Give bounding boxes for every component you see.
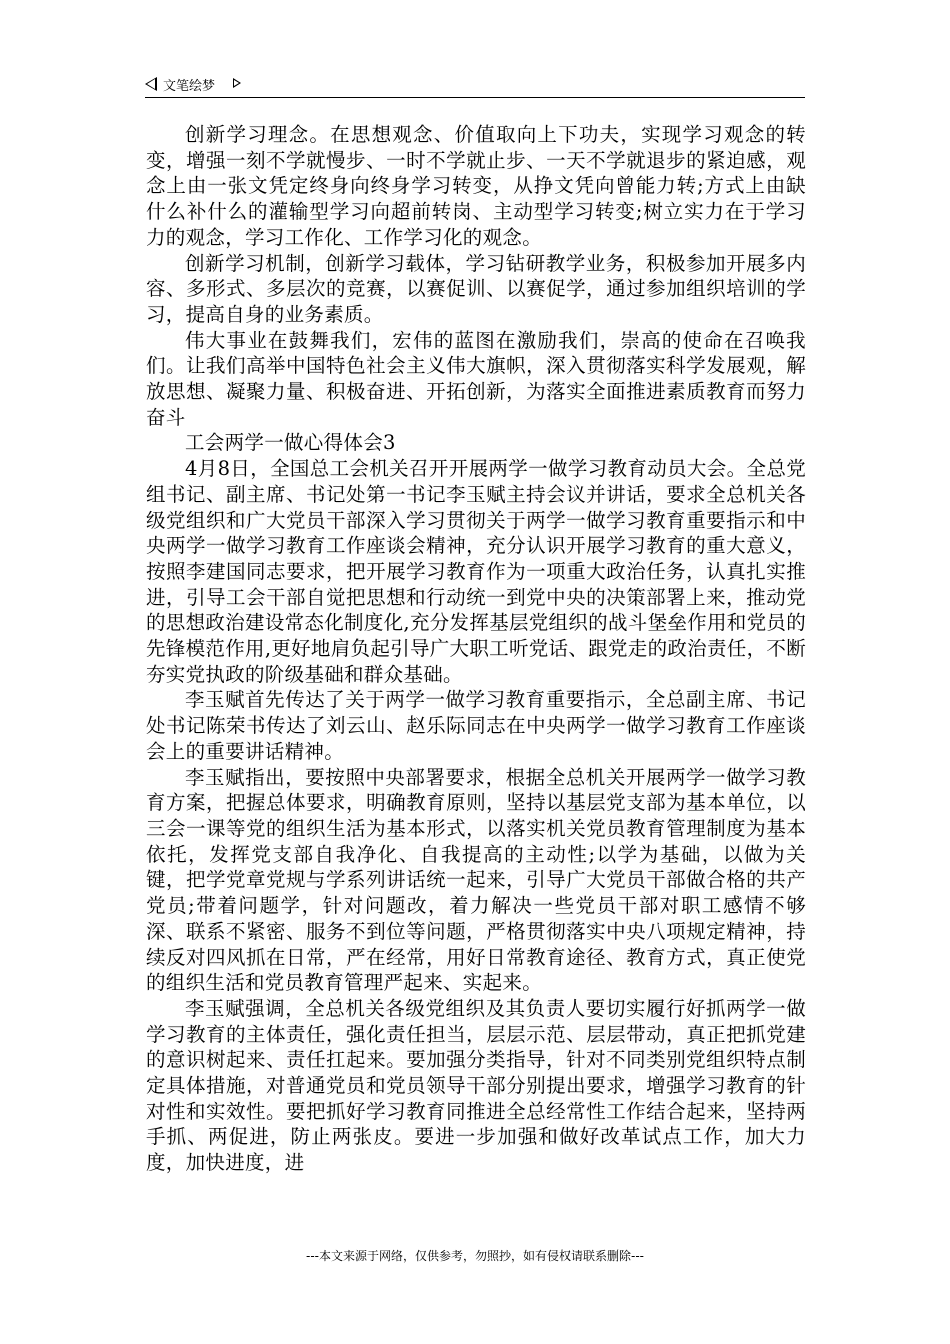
triangle-right-icon: [233, 78, 241, 88]
triangle-left-icon: [145, 77, 157, 91]
paragraph: 创新学习理念。在思想观念、价值取向上下功夫，实现学习观念的转变，增强一刻不学就慢步、一时不学就止步、一天不学就退步的紧迫感，观念上由一张文凭定终身向终身学习转变，从挣文凭向曾能力转;方式上由缺什么补什么的灌输型学习向超前转岗、主动型学习转变;树立实力在于学习力的观念，学习工作化、工作学习化的观念。: [146, 123, 806, 249]
section-title: 工会两学一做心得体会3: [185, 431, 396, 455]
paragraph: 伟大事业在鼓舞我们，宏伟的蓝图在激励我们，崇高的使命在召唤我们。让我们高举中国特色社会主义伟大旗帜，深入贯彻落实科学发展观，解放思想、凝聚力量、积极奋进、开拓创新，为落实全面推进素质教育而努力奋斗: [146, 328, 806, 429]
paragraph: 创新学习机制，创新学习载体，学习钻研教学业务，积极参加开展多内容、多形式、多层次的竞赛，以赛促训、以赛促学，通过参加组织培训的学习，提高自身的业务素质。: [146, 251, 806, 326]
document-body: [146, 122, 806, 1176]
page-footer: ---本文来源于网络，仅供参考，勿照抄，如有侵权请联系删除---: [306, 1249, 644, 1263]
paragraph: 李玉赋首先传达了关于两学一做学习教育重要指示，全总副主席、书记处书记陈荣书传达了刘云山、赵乐际同志在中央两学一做学习教育工作座谈会上的重要讲话精神。: [146, 688, 806, 763]
paragraph: 李玉赋强调，全总机关各级党组织及其负责人要切实履行好抓两学一做学习教育的主体责任，强化责任担当，层层示范、层层带动，真正把抓党建的意识树起来、责任扛起来。要加强分类指导，针对不同类别党组织特点制定具体措施，对普通党员和党员领导干部分别提出要求，增强学习教育的针对性和实效性。要把抓好学习教育同推进全总经常性工作结合起来，坚持两手抓、两促进，防止两张皮。要进一步加强和做好改革试点工作，加大力度，加快进度，进: [146, 996, 806, 1175]
header-brand: 文笔绘梦: [163, 79, 216, 94]
paragraph: 李玉赋指出，要按照中央部署要求，根据全总机关开展两学一做学习教育方案，把握总体要求，明确教育原则，坚持以基层党支部为基本单位，以三会一课等党的组织生活为基本形式，以落实机关党员教育管理制度为基本依托，发挥党支部自我净化、自我提高的主动性;以学为基础，以做为关键，把学党章党规与学系列讲话统一起来，引导广大党员干部做合格的共产党员;带着问题学，针对问题改，着力解决一些党员干部对职工感情不够深、联系不紧密、服务不到位等问题，严格贯彻落实中央八项规定精神，持续反对四风抓在日常，严在经常，用好日常教育途径、教育方式，真正使党的组织生活和党员教育管理严起来、实起来。: [146, 765, 806, 995]
header-divider: [145, 97, 805, 98]
paragraph: 4月8日，全国总工会机关召开开展两学一做学习教育动员大会。全总党组书记、副主席、书记处第一书记李玉赋主持会议并讲话，要求全总机关各级党组织和广大党员干部深入学习贯彻关于两学一做学习教育重要指示和中央两学一做学习教育工作座谈会精神，充分认识开展学习教育的重大意义，按照李建国同志要求，把开展学习教育作为一项重大政治任务，认真扎实推进，引导工会干部自觉把思想和行动统一到党中央的决策部署上来，推动党的思想政治建设常态化制度化,充分发挥基层党组织的战斗堡垒作用和党员的先锋模范作用,更好地肩负起引导广大职工听党话、跟党走的政治责任，不断夯实党执政的阶级基础和群众基础。: [146, 457, 806, 686]
page-header: [145, 74, 805, 98]
